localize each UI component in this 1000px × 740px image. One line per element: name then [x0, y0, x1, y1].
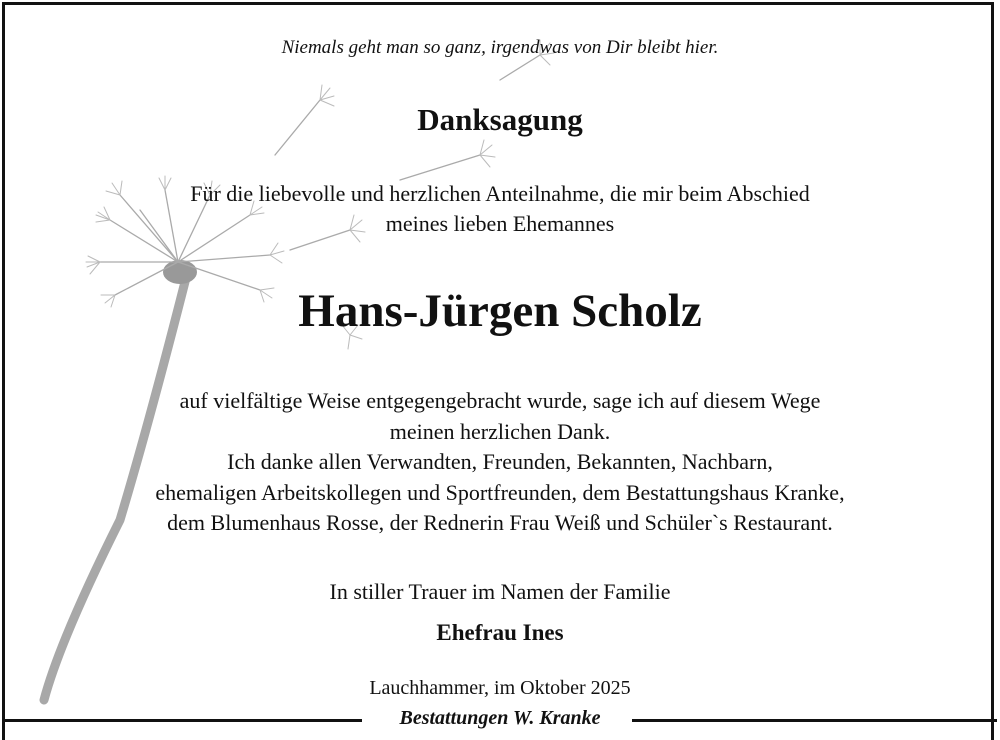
intro-text — [0, 179, 1000, 239]
heading: Danksagung — [417, 102, 583, 137]
intro-line: meines lieben Ehemannes — [385, 211, 615, 236]
deceased-name: Hans-Jürgen Scholz — [298, 285, 702, 337]
body-line: auf vielfältige Weise entgegengebracht wurde, sage ich auf diesem Wege — [179, 388, 821, 413]
motto: Niemals geht man so ganz, irgendwas von Dir bleibt hier. — [281, 37, 719, 58]
body-line: dem Blumenhaus Rosse, der Rednerin Frau Weiß und Schüler`s Restaurant. — [167, 510, 833, 535]
body-text — [0, 386, 1000, 539]
body-line: meinen herzlichen Dank. — [389, 418, 611, 444]
intro-line: Für die liebevolle und herzlichen Anteilnahme, die mir beim Abschied — [190, 181, 810, 206]
body-line: ehemaligen Arbeitskollegen und Sportfreunden, dem Bestattungshaus Kranke, — [155, 479, 845, 505]
signer: Ehefrau Ines — [436, 620, 564, 645]
funeral-home-footer — [0, 707, 1000, 730]
funeral-home-name: Bestattungen W. Kranke — [388, 707, 613, 729]
body-line: Ich danke allen Verwandten, Freunden, Bekannten, Nachbarn, — [227, 449, 773, 474]
place-date: Lauchhammer, im Oktober 2025 — [369, 677, 631, 699]
signoff: In stiller Trauer im Namen der Familie — [329, 579, 671, 604]
